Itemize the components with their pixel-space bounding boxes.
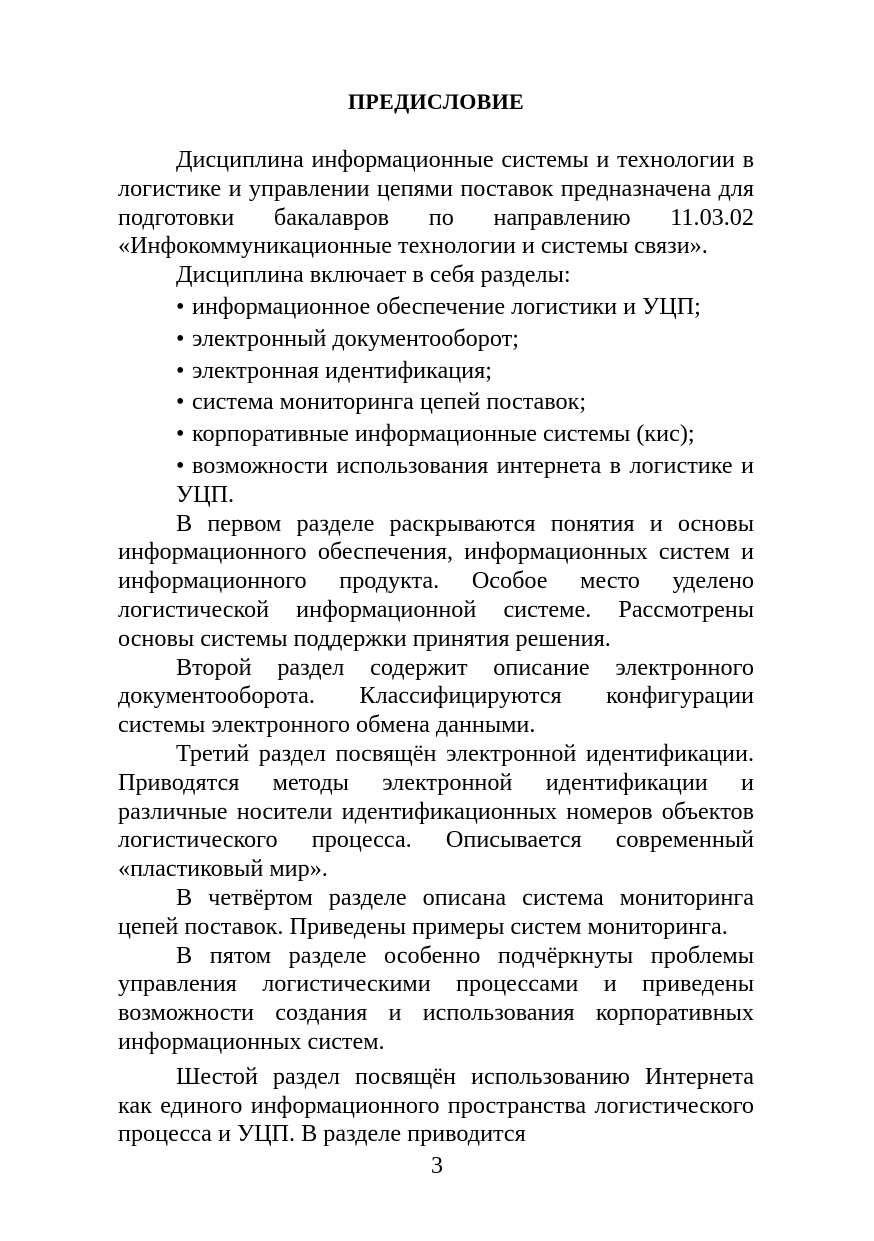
page-title: ПРЕДИСЛОВИЕ [347, 89, 525, 114]
bullet-icon: • [176, 324, 185, 352]
list-item: • система мониторинга цепей поставок; [176, 388, 587, 416]
page-number: 3 [431, 1153, 443, 1179]
paragraph-sixth-section: Шестой раздел посвящён использованию Интернета как единого информационного пространства логистического процесса и УЦП. В разделе приводится [118, 1062, 754, 1148]
paragraph-fourth-section: В четвёртом разделе описана система мониторинга цепей поставок. Приведены примеры систем мониторинга. [118, 883, 754, 940]
paragraph-intro: Дисциплина информационные системы и технологии в логистике и управлении цепями поставок предназначена для подготовки бакалавров по направлению 11.03.02 «Инфокоммуникационные технологии и системы связи». [118, 146, 754, 260]
bullet-icon: • [176, 292, 185, 320]
bullet-icon: • [176, 451, 185, 479]
document-page [118, 88, 754, 1149]
bullet-icon: • [176, 388, 185, 416]
list-item: • возможности использования интернета в логистике и УЦП. [176, 451, 754, 508]
paragraph-third-section: Третий раздел посвящён электронной идентификации. Приводятся методы электронной идентификации и различные носители идентификационных номеров объектов логистического процесса. Описывается современный «пластиковый мир». [118, 739, 754, 883]
sections-list [118, 290, 754, 510]
paragraph-fifth-section: В пятом разделе особенно подчёркнуты проблемы управления логистическими процессами и приведены возможности создания и использования корпоративных информационных систем. [118, 941, 754, 1055]
paragraph-sections-intro: Дисциплина включает в себя разделы: [176, 261, 571, 289]
bullet-icon: • [176, 356, 185, 384]
list-item: • электронная идентификация; [176, 356, 492, 384]
paragraph-first-section: В первом разделе раскрываются понятия и основы информационного обеспечения, информационных систем и информационного продукта. Особое место уделено логистической информационной системе. Рассмотрены основы системы поддержки принятия решения. [118, 509, 754, 652]
list-item: • корпоративные информационные системы (кис); [176, 420, 695, 448]
paragraph-second-section: Второй раздел содержит описание электронного документооборота. Классифицируются конфигурации системы электронного обмена данными. [118, 653, 754, 739]
list-item: • информационное обеспечение логистики и УЦП; [176, 292, 701, 320]
list-item: • электронный документооборот; [176, 324, 519, 352]
bullet-icon: • [176, 420, 185, 448]
